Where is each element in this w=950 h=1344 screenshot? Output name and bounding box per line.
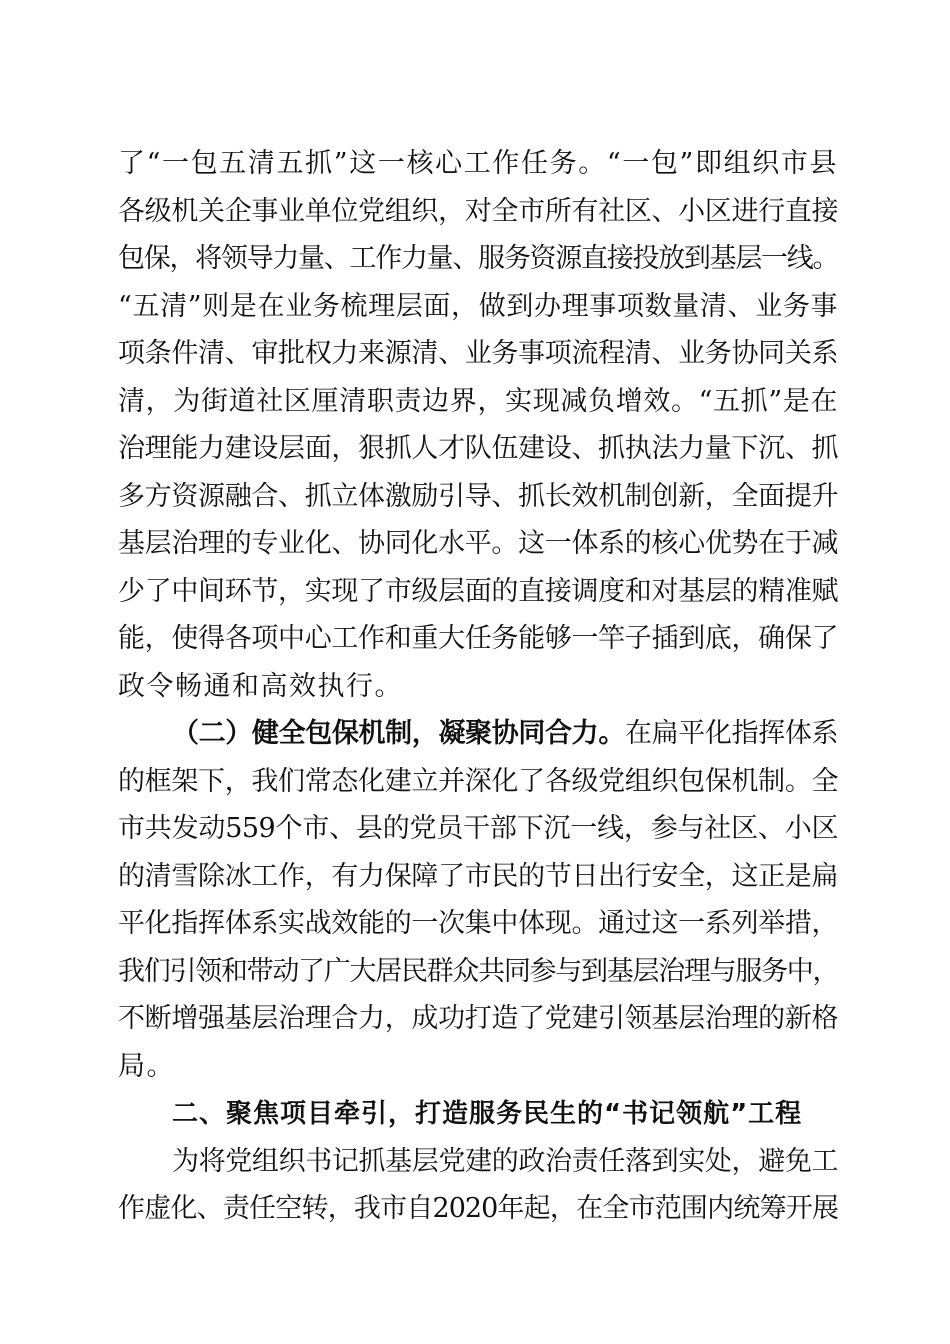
body-text-line: 的框架下，我们常态化建立并深化了各级党组织包保机制。全: [118, 766, 838, 797]
subsection-first-line: [172, 712, 838, 756]
body-text-line: 项条件清、审批权力来源清、业务事项流程清、业务协同关系: [118, 338, 838, 369]
body-text-line: 能，使得各项中心工作和重大任务能够一竿子插到底，确保了: [118, 623, 838, 654]
body-text-line: 少了中间环节，实现了市级层面的直接调度和对基层的精准赋: [118, 576, 838, 607]
body-text-line: 多方资源融合、抓立体激励引导、抓长效机制创新，全面提升: [118, 481, 838, 512]
body-text-line: 基层治理的专业化、协同化水平。这一体系的核心优势在于减: [118, 528, 838, 559]
body-text-line: 市共发动559个市、县的党员干部下沉一线，参与社区、小区: [118, 813, 838, 844]
body-text-line: 治理能力建设层面，狠抓人才队伍建设、抓执法力量下沉、抓: [118, 433, 838, 464]
subsection-title: （二）健全包保机制，凝聚协同合力。: [172, 718, 625, 749]
body-text-line: 我们引领和带动了广大居民群众共同参与到基层治理与服务中，: [118, 956, 838, 987]
body-text-line: 作虚化、责任空转，我市自2020年起，在全市范围内统筹开展: [118, 1193, 838, 1224]
section-heading: 二、聚焦项目牵引，打造服务民生的“书记领航”工程: [172, 1099, 803, 1129]
body-text-line: 包保，将领导力量、工作力量、服务资源直接投放到基层一线。: [118, 243, 838, 274]
body-text-line: 政令畅通和高效执行。: [118, 671, 403, 702]
subsection-first-line-text: 在扁平化指挥体系: [624, 718, 839, 749]
body-text-line: 不断增强基层治理合力，成功打造了党建引领基层治理的新格: [118, 1003, 838, 1034]
body-text-line: 为将党组织书记抓基层党建的政治责任落到实处，避免工: [172, 1146, 838, 1177]
body-text-line: “五清”则是在业务梳理层面，做到办理事项数量清、业务事: [118, 291, 838, 322]
body-text-line: 平化指挥体系实战效能的一次集中体现。通过这一系列举措，: [118, 908, 838, 939]
body-text-line: 清，为街道社区厘清职责边界，实现减负增效。“五抓”是在: [118, 386, 838, 417]
body-text-line: 各级机关企事业单位党组织，对全市所有社区、小区进行直接: [118, 196, 838, 227]
body-text-line: 局。: [118, 1051, 175, 1082]
body-text-line: 了“一包五清五抓”这一核心工作任务。“一包”即组织市县: [118, 148, 838, 179]
body-text-line: 的清雪除冰工作，有力保障了市民的节日出行安全，这正是扁: [118, 861, 838, 892]
